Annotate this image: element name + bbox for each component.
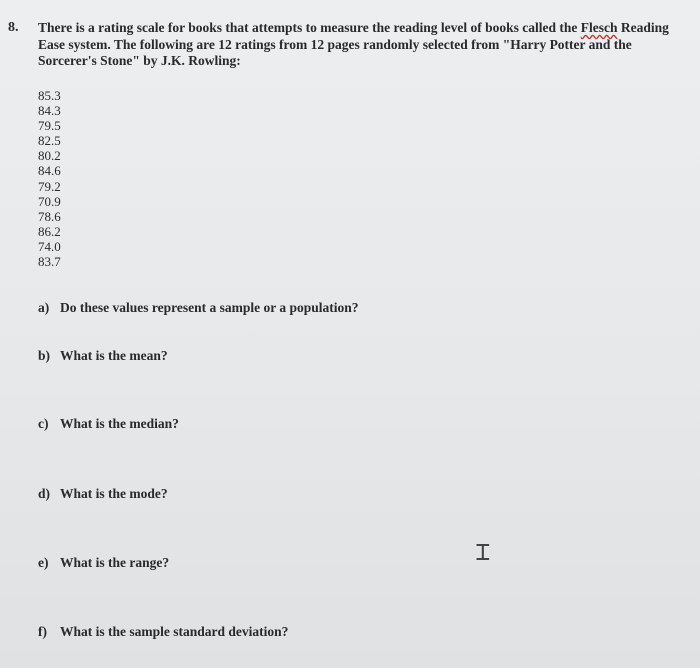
rating-value: 80.2 xyxy=(38,148,61,164)
rating-value: 79.2 xyxy=(38,178,61,194)
part-d xyxy=(38,486,168,502)
rating-value: 86.2 xyxy=(38,223,61,239)
rating-value: 85.3 xyxy=(38,88,61,103)
part-question: What is the mean? xyxy=(60,348,168,363)
part-a xyxy=(38,300,359,316)
part-label: f) xyxy=(38,624,47,639)
intro-text-start: There is a rating scale for books that attempts to measure the reading level of books called the xyxy=(38,20,581,35)
part-f xyxy=(38,624,288,640)
rating-value: 78.6 xyxy=(38,208,61,224)
part-c xyxy=(38,416,179,432)
rating-value: 82.5 xyxy=(38,133,61,149)
rating-value: 74.0 xyxy=(38,238,61,254)
part-label: e) xyxy=(38,555,49,570)
question-number: 8. xyxy=(8,20,19,35)
part-question: Do these values represent a sample or a population? xyxy=(60,300,359,315)
part-label: d) xyxy=(38,486,51,501)
question-intro xyxy=(38,20,678,70)
rating-value: 79.5 xyxy=(38,118,61,134)
part-question: What is the range? xyxy=(60,555,170,570)
rating-value: 84.3 xyxy=(38,103,61,119)
part-question: What is the mode? xyxy=(60,486,168,501)
part-label: c) xyxy=(38,416,49,431)
intro-underlined-word: Flesch xyxy=(580,20,618,35)
rating-value: 83.7 xyxy=(38,254,61,270)
part-b xyxy=(38,348,168,364)
part-label: a) xyxy=(38,300,50,315)
rating-value: 70.9 xyxy=(38,193,61,209)
part-question: What is the sample standard deviation? xyxy=(60,624,289,639)
intro-text-end: Reading Ease system. The following are 12 ratings from 12 pages randomly selected from "Harry Potter and the Sorcerer's Stone" by J.K. Rowling: xyxy=(38,20,669,68)
part-question: What is the median? xyxy=(60,416,179,431)
ratings-list xyxy=(38,88,61,269)
rating-value: 84.6 xyxy=(38,163,61,179)
text-cursor-icon: Ꮖ xyxy=(476,541,491,566)
part-label: b) xyxy=(38,348,51,363)
part-e xyxy=(38,555,169,571)
